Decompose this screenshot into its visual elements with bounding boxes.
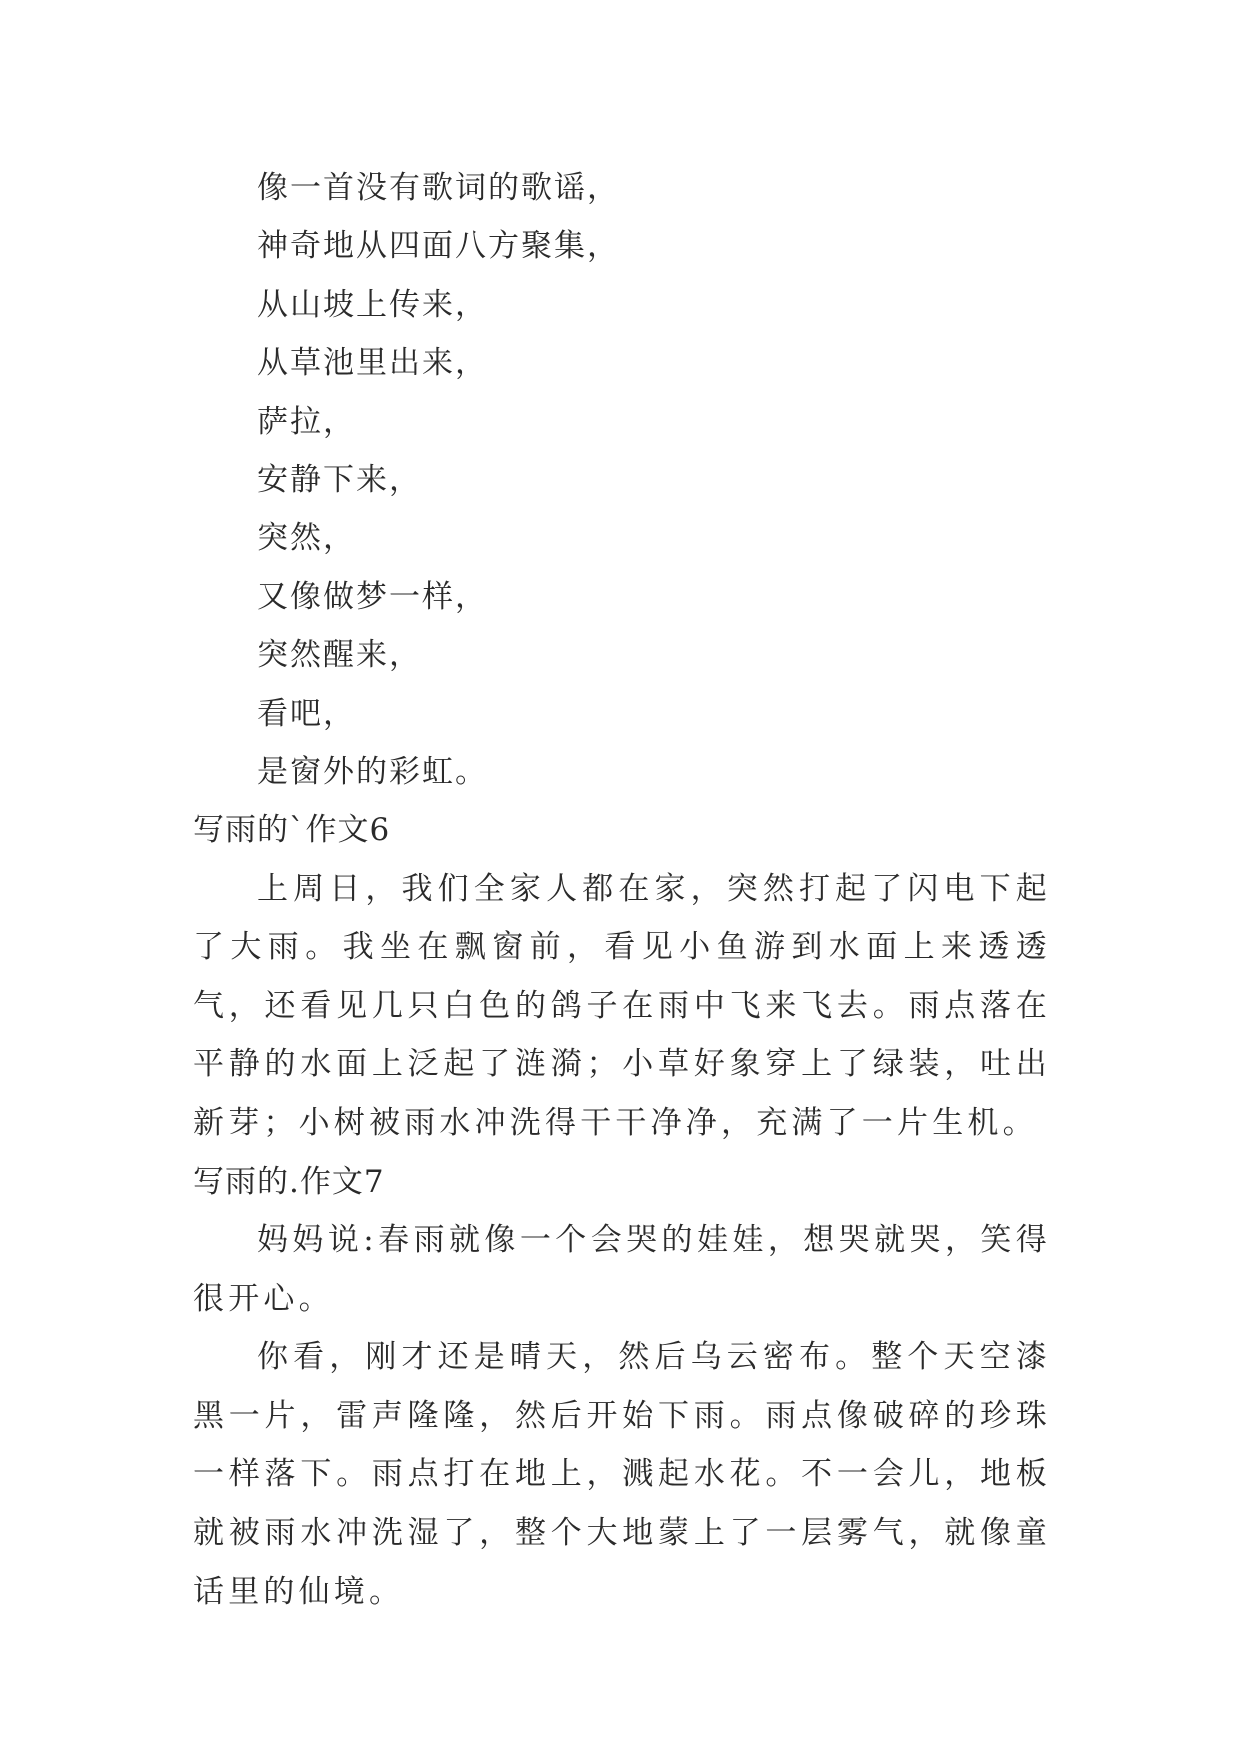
poem-line: 从山坡上传来， xyxy=(257,286,488,323)
poem-line: 像一首没有歌词的歌谣， xyxy=(257,170,620,206)
poem-line: 是窗外的彩虹。 xyxy=(257,753,488,790)
poem-line: 突然醒来， xyxy=(257,637,422,674)
section-heading: 写雨的.作文7 xyxy=(193,1163,385,1200)
poem-line: 又像做梦一样， xyxy=(257,578,488,615)
paragraph: 你看，刚才还是晴天，然后乌云密布。整个天空漆黑一片，雷声隆隆，然后开始下雨。雨点像破碎的珍珠一样落下。雨点打在地上，溅起水花。不一会儿，地板就被雨水冲洗湿了，整个大地蒙上了一层雾气，就像童话里的仙境。 xyxy=(193,1339,1051,1610)
section-heading: 写雨的`作文6 xyxy=(193,812,391,849)
poem xyxy=(193,159,1051,801)
section-essay-6 xyxy=(193,801,1051,1152)
poem-line: 突然， xyxy=(257,520,356,557)
poem-line: 安静下来， xyxy=(257,461,422,498)
poem-line: 从草池里出来， xyxy=(257,345,488,382)
paragraph: 上周日，我们全家人都在家，突然打起了闪电下起了大雨。我坐在飘窗前，看见小鱼游到水面上来透透气，还看见几只白色的鸽子在雨中飞来飞去。雨点落在平静的水面上泛起了涟漪；小草好象穿上了绿装，吐出新芽；小树被雨水冲洗得干干净净，充满了一片生机。 xyxy=(193,870,1051,1142)
poem-line: 神奇地从四面八方聚集， xyxy=(257,228,620,265)
document-body xyxy=(193,159,1051,1621)
paragraph: 妈妈说:春雨就像一个会哭的娃娃，想哭就哭，笑得很开心。 xyxy=(193,1222,1051,1317)
poem-line: 看吧， xyxy=(257,695,356,732)
poem-line: 萨拉， xyxy=(257,403,356,440)
section-essay-7 xyxy=(193,1153,1051,1622)
